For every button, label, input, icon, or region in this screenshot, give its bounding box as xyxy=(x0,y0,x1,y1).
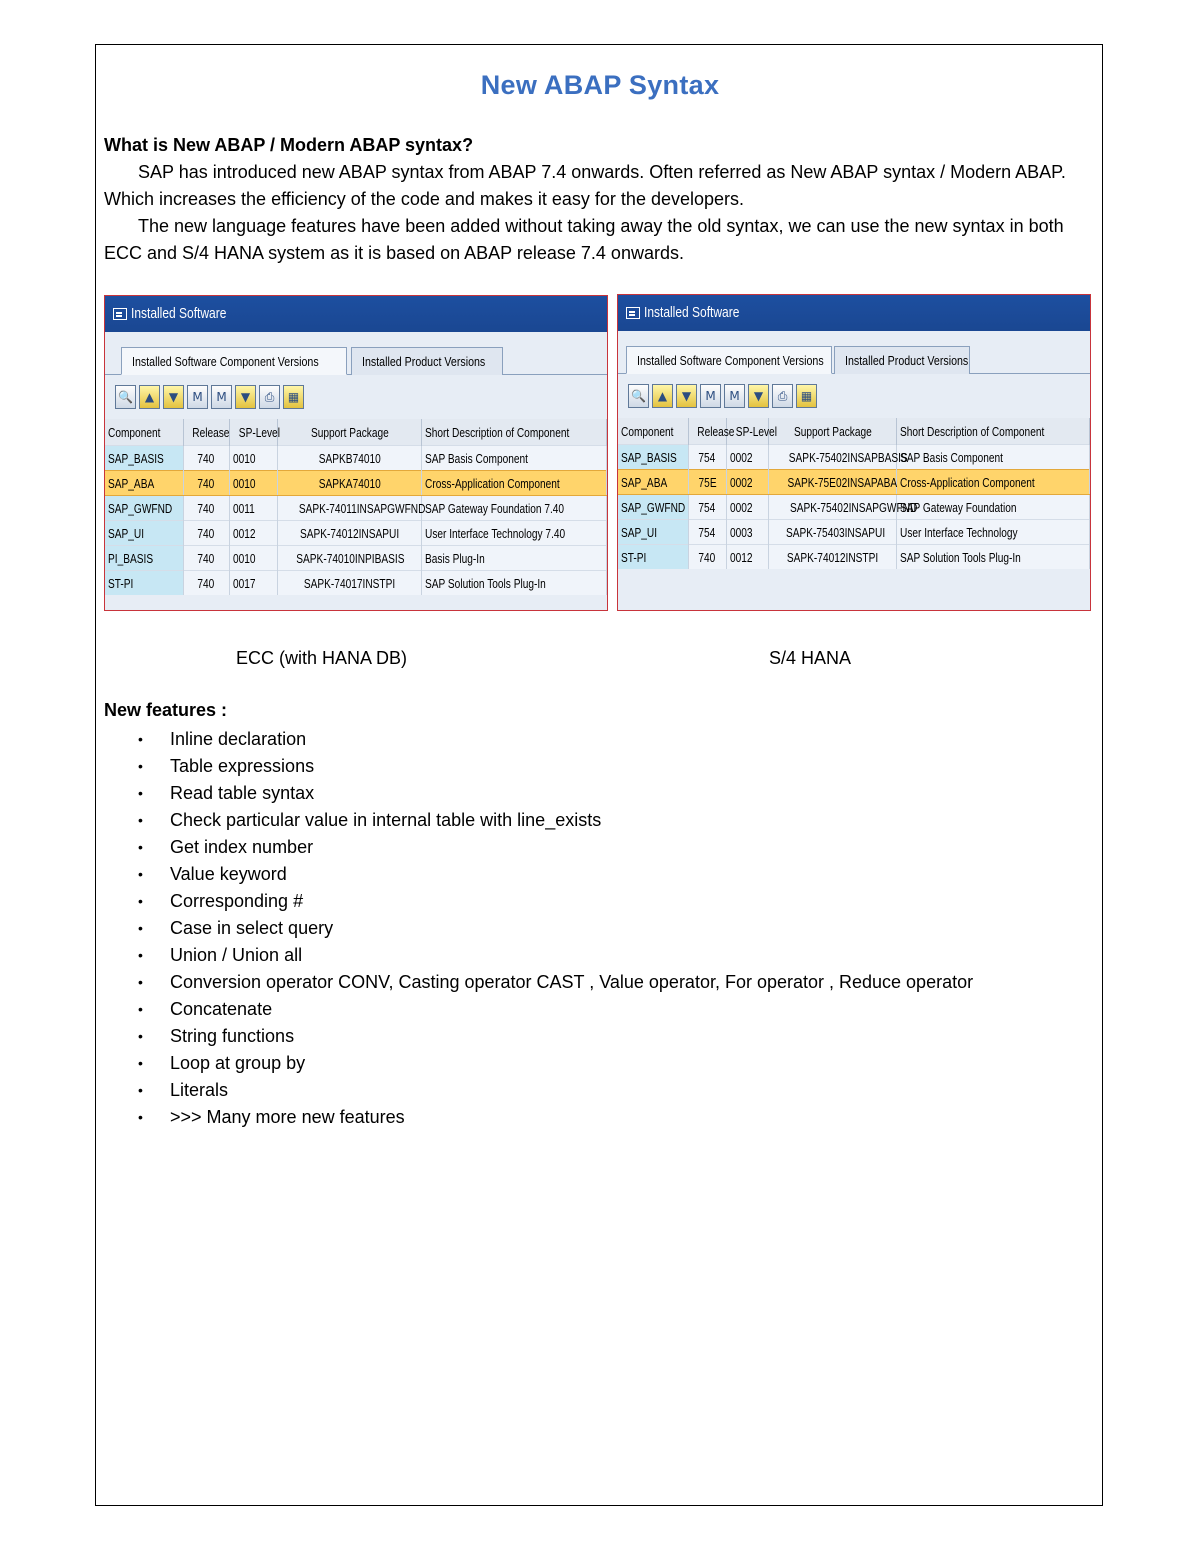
bullet-icon: • xyxy=(138,758,143,774)
find-icon[interactable]: M xyxy=(700,384,721,408)
bullet-icon: • xyxy=(138,731,143,747)
tab-label: Installed Product Versions xyxy=(362,354,486,369)
feature-text: Read table syntax xyxy=(170,783,315,803)
feature-item xyxy=(104,1077,973,1104)
table-row[interactable] xyxy=(105,496,607,521)
window-title: Installed Software xyxy=(131,305,227,322)
feature-text: >>> Many more new features xyxy=(170,1107,405,1127)
feature-text: Loop at group by xyxy=(170,1053,306,1073)
table-cell: SAPK-74011INSAPGWFND xyxy=(277,496,421,521)
table-cell: 740 xyxy=(183,571,229,596)
export-icon[interactable]: ▦ xyxy=(796,384,817,408)
feature-item xyxy=(104,834,973,861)
feature-item xyxy=(104,726,973,753)
print-icon[interactable]: ⎙ xyxy=(772,384,793,408)
table-cell: SAP Basis Component xyxy=(897,445,1090,470)
table-cell: Basis Plug-In xyxy=(422,546,607,571)
export-icon[interactable]: ▦ xyxy=(283,385,304,409)
table-cell: SAPK-74010INPIBASIS xyxy=(277,546,421,571)
feature-text: Conversion operator CONV, Casting operator CAST , Value operator, For operator , Reduce operator xyxy=(170,972,974,992)
table-cell: 0010 xyxy=(229,546,277,571)
find-next-icon[interactable]: M xyxy=(211,385,232,409)
column-header[interactable]: Short Description of Component xyxy=(422,419,607,446)
feature-text: Check particular value in internal table with line_exists xyxy=(170,810,602,830)
table-cell: SAP_GWFND xyxy=(618,495,688,520)
feature-text: Value keyword xyxy=(170,864,287,884)
features-list xyxy=(104,726,973,1131)
filter-icon[interactable]: ▼ xyxy=(748,384,769,408)
table-cell: 754 xyxy=(688,495,726,520)
table-cell: 754 xyxy=(688,445,726,470)
tab-product-versions[interactable] xyxy=(351,347,503,375)
table-cell: SAP_ABA xyxy=(618,470,688,495)
feature-text: Inline declaration xyxy=(170,729,307,749)
column-header[interactable]: Component xyxy=(105,419,183,446)
feature-text: Union / Union all xyxy=(170,945,303,965)
table-cell: ST-PI xyxy=(105,571,183,596)
feature-item xyxy=(104,1104,973,1131)
table-cell: SAPK-75403INSAPUI xyxy=(768,520,896,545)
feature-item xyxy=(104,888,973,915)
intro-section xyxy=(104,132,1074,267)
sort-descending-icon[interactable]: ▼ xyxy=(676,384,697,408)
feature-item xyxy=(104,942,973,969)
feature-text: Concatenate xyxy=(170,999,273,1019)
tab-component-versions[interactable] xyxy=(121,347,347,375)
table-cell: SAP_GWFND xyxy=(105,496,183,521)
column-header[interactable]: Short Description of Component xyxy=(897,418,1090,445)
table-cell: 740 xyxy=(183,546,229,571)
table-cell: SAP Solution Tools Plug-In xyxy=(422,571,607,596)
intro-paragraph-2: The new language features have been added without taking away the old syntax, we can use the new syntax in both ECC and S/4 HANA system as it is based on ABAP release 7.4 onwards. xyxy=(104,216,1064,263)
feature-item xyxy=(104,1023,973,1050)
column-header[interactable]: Release xyxy=(688,418,726,445)
bullet-icon: • xyxy=(138,1055,143,1071)
table-cell: PI_BASIS xyxy=(105,546,183,571)
table-cell: User Interface Technology 7.40 xyxy=(422,521,607,546)
sort-ascending-icon[interactable]: ▲ xyxy=(652,384,673,408)
table-cell: 0011 xyxy=(229,496,277,521)
table-cell: 740 xyxy=(688,545,726,570)
table-cell: Cross-Application Component xyxy=(897,470,1090,495)
table-cell: 0003 xyxy=(726,520,768,545)
table-cell: SAP Gateway Foundation xyxy=(897,495,1090,520)
table-cell: 740 xyxy=(183,496,229,521)
bullet-icon: • xyxy=(138,1028,143,1044)
table-cell: SAPK-75E02INSAPABA xyxy=(768,470,896,495)
table-cell: 0002 xyxy=(726,495,768,520)
alv-toolbar xyxy=(105,375,607,419)
filter-icon[interactable]: ▼ xyxy=(235,385,256,409)
feature-item xyxy=(104,1050,973,1077)
feature-item xyxy=(104,753,973,780)
table-cell: SAPK-75402INSAPBASIS xyxy=(768,445,896,470)
window-menu-icon[interactable] xyxy=(113,308,127,320)
feature-text: Corresponding # xyxy=(170,891,304,911)
table-cell: SAP Gateway Foundation 7.40 xyxy=(422,496,607,521)
tab-label: Installed Software Component Versions xyxy=(132,354,319,369)
window-title: Installed Software xyxy=(644,304,740,321)
tab-component-versions[interactable] xyxy=(626,346,832,374)
table-cell: Cross-Application Component xyxy=(422,471,607,496)
table-row[interactable] xyxy=(105,521,607,546)
print-icon[interactable]: ⎙ xyxy=(259,385,280,409)
s4-installed-software-window xyxy=(617,294,1091,611)
find-icon[interactable]: M xyxy=(187,385,208,409)
column-header[interactable]: Support Package xyxy=(277,419,421,446)
table-cell: 740 xyxy=(183,521,229,546)
table-cell: 740 xyxy=(183,471,229,496)
bullet-icon: • xyxy=(138,1109,143,1125)
feature-item xyxy=(104,861,973,888)
sort-descending-icon[interactable]: ▼ xyxy=(163,385,184,409)
table-cell: SAP Solution Tools Plug-In xyxy=(897,545,1090,570)
table-cell: SAPK-74012INSTPI xyxy=(768,545,896,570)
table-cell: SAPKB74010 xyxy=(277,446,421,471)
feature-item xyxy=(104,969,973,996)
bullet-icon: • xyxy=(138,1082,143,1098)
component-table xyxy=(105,419,607,595)
table-row[interactable] xyxy=(105,471,607,496)
ecc-installed-software-window xyxy=(104,295,608,611)
s4-caption: S/4 HANA xyxy=(769,648,852,668)
feature-text: Literals xyxy=(170,1080,229,1100)
intro-question: What is New ABAP / Modern ABAP syntax? xyxy=(104,135,474,155)
column-header[interactable]: Release xyxy=(183,419,229,446)
tab-product-versions[interactable] xyxy=(834,346,970,374)
table-cell: SAP_BASIS xyxy=(105,446,183,471)
bullet-icon: • xyxy=(138,893,143,909)
page-title: New ABAP Syntax xyxy=(480,70,720,100)
table-row[interactable] xyxy=(105,446,607,471)
component-table xyxy=(618,418,1090,569)
table-cell: 0017 xyxy=(229,571,277,596)
bullet-icon: • xyxy=(138,974,143,990)
find-next-icon[interactable]: M xyxy=(724,384,745,408)
feature-item xyxy=(104,807,973,834)
table-cell: 0012 xyxy=(229,521,277,546)
alv-toolbar xyxy=(618,374,1090,418)
tab-label: Installed Product Versions xyxy=(845,353,969,368)
table-cell: 0010 xyxy=(229,446,277,471)
table-cell: SAP_UI xyxy=(618,520,688,545)
features-heading: New features : xyxy=(104,700,228,720)
tab-strip xyxy=(618,331,1090,374)
table-cell: SAPK-74012INSAPUI xyxy=(277,521,421,546)
table-row[interactable] xyxy=(618,495,1090,520)
table-row[interactable] xyxy=(618,520,1090,545)
table-cell: SAP Basis Component xyxy=(422,446,607,471)
table-header-row xyxy=(618,418,1090,445)
bullet-icon: • xyxy=(138,812,143,828)
feature-text: Get index number xyxy=(170,837,314,857)
table-row[interactable] xyxy=(105,546,607,571)
column-header[interactable]: SP-Level xyxy=(229,419,277,446)
table-cell: 740 xyxy=(183,446,229,471)
table-cell: SAP_UI xyxy=(105,521,183,546)
table-cell: SAP_BASIS xyxy=(618,445,688,470)
column-header[interactable]: Support Package xyxy=(768,418,896,445)
feature-text: String functions xyxy=(170,1026,295,1046)
table-cell: User Interface Technology xyxy=(897,520,1090,545)
table-row[interactable] xyxy=(618,445,1090,470)
bullet-icon: • xyxy=(138,839,143,855)
bullet-icon: • xyxy=(138,866,143,882)
intro-paragraph-1: SAP has introduced new ABAP syntax from ABAP 7.4 onwards. Often referred as New ABAP syntax / Modern ABAP. Which increases the efficiency of the code and makes it easy for the developers. xyxy=(104,162,1066,209)
details-icon[interactable]: 🔍 xyxy=(115,385,136,409)
table-cell: SAPK-75402INSAPGWFND xyxy=(768,495,896,520)
sort-ascending-icon[interactable]: ▲ xyxy=(139,385,160,409)
table-cell: SAPKA74010 xyxy=(277,471,421,496)
window-menu-icon[interactable] xyxy=(626,307,640,319)
feature-text: Table expressions xyxy=(170,756,315,776)
ecc-caption: ECC (with HANA DB) xyxy=(236,648,408,668)
table-row[interactable] xyxy=(105,571,607,596)
window-titlebar xyxy=(618,295,1090,331)
bullet-icon: • xyxy=(138,920,143,936)
window-titlebar xyxy=(105,296,607,332)
table-header-row xyxy=(105,419,607,446)
table-cell: 0012 xyxy=(726,545,768,570)
details-icon[interactable]: 🔍 xyxy=(628,384,649,408)
table-cell: 0002 xyxy=(726,470,768,495)
feature-item xyxy=(104,996,973,1023)
table-cell: SAP_ABA xyxy=(105,471,183,496)
bullet-icon: • xyxy=(138,947,143,963)
column-header[interactable]: Component xyxy=(618,418,688,445)
table-cell: ST-PI xyxy=(618,545,688,570)
table-cell: 754 xyxy=(688,520,726,545)
tab-strip xyxy=(105,332,607,375)
bullet-icon: • xyxy=(138,1001,143,1017)
table-row[interactable] xyxy=(618,470,1090,495)
feature-item xyxy=(104,915,973,942)
feature-item xyxy=(104,780,973,807)
table-cell: 0002 xyxy=(726,445,768,470)
tab-label: Installed Software Component Versions xyxy=(637,353,824,368)
table-cell: 75E xyxy=(688,470,726,495)
table-row[interactable] xyxy=(618,545,1090,570)
table-cell: 0010 xyxy=(229,471,277,496)
table-cell: SAPK-74017INSTPI xyxy=(277,571,421,596)
bullet-icon: • xyxy=(138,785,143,801)
column-header[interactable]: SP-Level xyxy=(726,418,768,445)
feature-text: Case in select query xyxy=(170,918,334,938)
